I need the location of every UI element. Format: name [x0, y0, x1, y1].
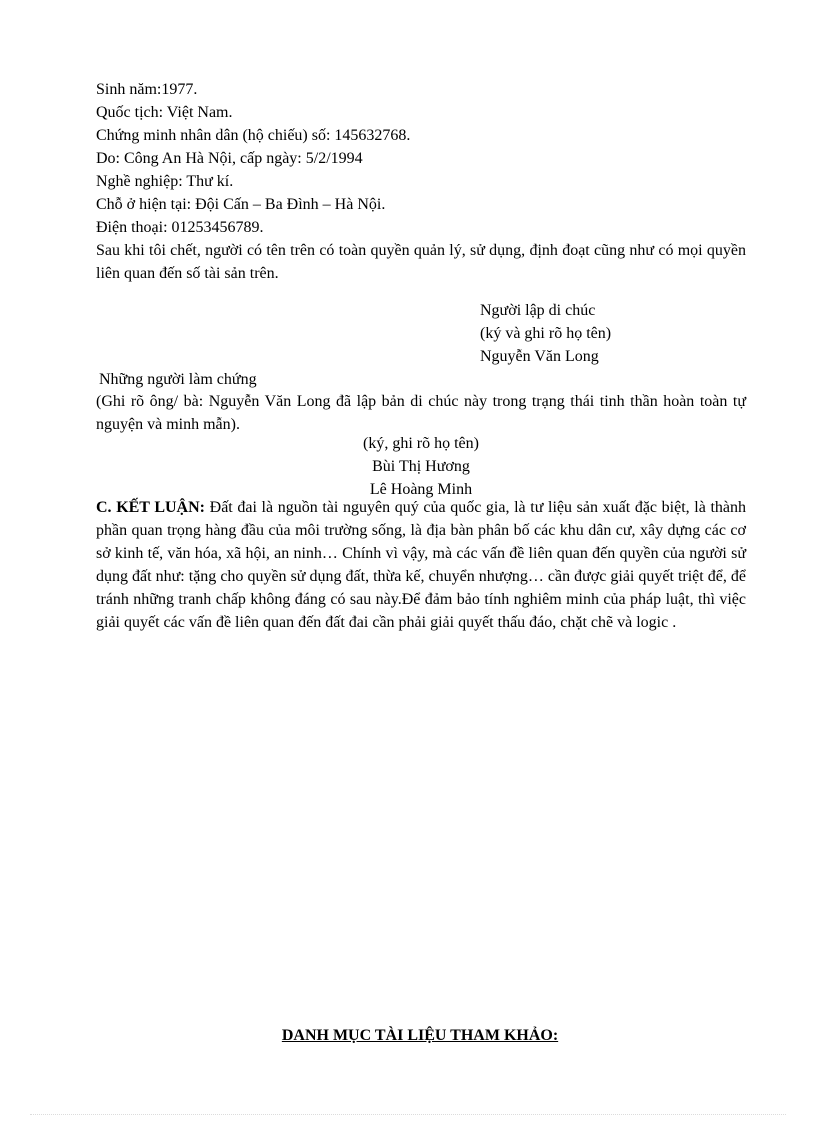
- witness-name-2: Lê Hoàng Minh: [369, 481, 473, 498]
- references-title: DANH MỤC TÀI LIỆU THAM KHẢO:: [281, 1027, 559, 1044]
- occupation: Nghề nghiệp: Thư kí.: [96, 173, 234, 190]
- witnesses-heading: Những người làm chứng: [99, 371, 257, 388]
- conclusion-section: [96, 496, 746, 634]
- witnesses-statement: (Ghi rõ ông/ bà: Nguyễn Văn Long đã lập bản di chúc này trong trạng thái tinh thần hoàn toàn tự nguyện và minh mẫn).: [96, 393, 746, 433]
- conclusion-label: C. KẾT LUẬN:: [96, 499, 205, 516]
- phone: Điện thoại: 01253456789.: [96, 219, 264, 236]
- testator-name: Nguyễn Văn Long: [480, 348, 599, 365]
- testator-instruction: (ký và ghi rõ họ tên): [480, 325, 612, 342]
- id-card-number: Chứng minh nhân dân (hộ chiếu) số: 145632768.: [96, 127, 411, 144]
- residence: Chỗ ở hiện tại: Đội Cấn – Ba Đình – Hà Nội.: [96, 196, 386, 213]
- birth-year: Sinh năm:1977.: [96, 81, 198, 98]
- conclusion-text: Đất đai là nguồn tài nguyên quý của quốc gia, là tư liệu sản xuất đặc biệt, là thành phần quan trọng hàng đầu của môi trường sống, là địa bàn phân bố các khu dân cư, xây dựng các cơ sở kinh tế, văn hóa, xã hội, an ninh… Chính vì vậy, mà các vấn đề liên quan đến quyền của người sử dụng đất như: tặng cho quyền sử dụng đất, thừa kế, chuyển nhượng… cần được giải quyết triệt để, để tránh những tranh chấp không đáng có sau này.Để đảm bảo tính nghiêm minh của pháp luật, thì việc giải quyết các vấn đề liên quan đến đất đai cần phải giải quyết thấu đáo, chặt chẽ và logic .: [96, 499, 747, 631]
- nationality: Quốc tịch: Việt Nam.: [96, 104, 233, 121]
- will-clause: Sau khi tôi chết, người có tên trên có toàn quyền quản lý, sử dụng, định đoạt cũng như có mọi quyền liên quan đến số tài sản trên.: [96, 242, 746, 282]
- issued-by: Do: Công An Hà Nội, cấp ngày: 5/2/1994: [96, 150, 363, 167]
- witness-name-1: Bùi Thị Hương: [372, 458, 470, 475]
- testator-role: Người lập di chúc: [480, 302, 596, 319]
- witnesses-instruction: (ký, ghi rõ họ tên): [363, 435, 479, 452]
- page-bottom-divider: [30, 1114, 786, 1115]
